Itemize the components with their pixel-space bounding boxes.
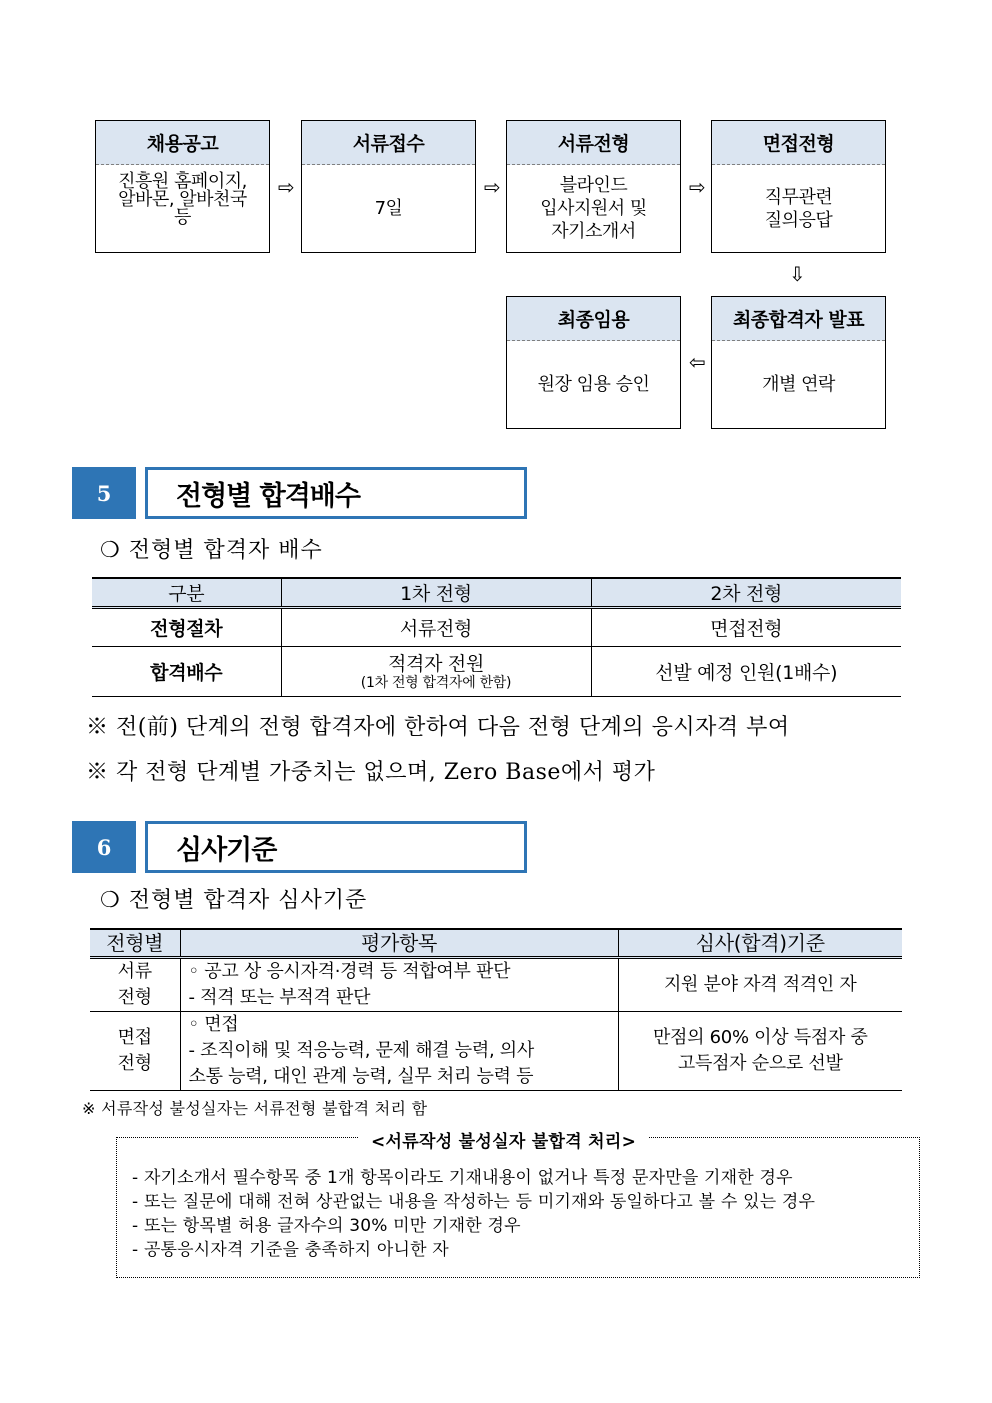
table-row-label: 전형절차 — [92, 608, 281, 647]
process-box-final-announcement — [711, 296, 886, 429]
process-box-title: 서류전형 — [507, 121, 680, 165]
table-cell: 면접전형 — [591, 608, 901, 647]
arrow-down-icon: ⇩ — [789, 262, 806, 286]
list-item: - 또는 항목별 허용 글자수의 30% 미만 기재한 경우 — [132, 1216, 521, 1236]
table-cell-main: 적격자 전원 — [387, 652, 484, 675]
list-item: - 또는 질문에 대해 전혀 상관없는 내용을 작성하는 등 미기재와 동일하다고 볼 수 있는 경우 — [132, 1192, 816, 1212]
arrow-right-icon: ⇨ — [484, 175, 501, 199]
process-box-title: 서류접수 — [302, 121, 475, 165]
table-header: 2차 전형 — [591, 578, 901, 608]
section-6-number: 6 — [72, 821, 136, 873]
section-5-title: 전형별 합격배수 — [145, 467, 527, 519]
process-box-title: 최종임용 — [507, 297, 680, 341]
section-5-note: ※ 각 전형 단계별 가중치는 없으며, Zero Base에서 평가 — [86, 760, 656, 785]
table-cell: ◦ 공고 상 응시자격·경력 등 적합여부 판단 - 적격 또는 부적격 판단 — [180, 958, 618, 1012]
list-item: - 자기소개서 필수항목 중 1개 항목이라도 기재내용이 없거나 특정 문자만을 기재한 경우 — [132, 1168, 793, 1188]
screening-criteria-table — [90, 928, 902, 1091]
table-header: 구분 — [92, 578, 281, 608]
table-header: 심사(합격)기준 — [618, 929, 902, 958]
arrow-right-icon: ⇨ — [278, 175, 295, 199]
table-cell: ◦ 면접 - 조직이해 및 적응능력, 문제 해결 능력, 의사 소통 능력, 대인 관계 능력, 실무 처리 능력 등 — [180, 1012, 618, 1091]
table-cell-sub: (1차 전형 합격자에 한함) — [360, 674, 512, 691]
process-box-interview — [711, 120, 886, 253]
process-box-body: 원장 임용 승인 — [537, 374, 650, 395]
process-box-body: 블라인드 입사지원서 및 자기소개서 — [540, 175, 647, 242]
process-box-body: 진흥원 홈페이지, 알바몬, 알바천국 등 — [118, 171, 247, 228]
process-box-title: 최종합격자 발표 — [712, 297, 885, 341]
table-cell: 지원 분야 자격 적격인 자 — [618, 958, 902, 1012]
table-row-label: 면접 전형 — [90, 1012, 180, 1091]
process-box-final-appointment — [506, 296, 681, 429]
process-box-recruitment-notice — [95, 120, 270, 253]
process-box-title: 채용공고 — [96, 121, 269, 165]
process-box-document-screening — [506, 120, 681, 253]
process-box-body: 개별 연락 — [762, 374, 835, 395]
process-box-body: 7일 — [374, 198, 403, 219]
list-item: - 공통응시자격 기준을 충족하지 아니한 자 — [132, 1240, 449, 1260]
pass-multiplier-table — [92, 577, 901, 697]
disqualification-list — [132, 1166, 815, 1262]
disqualification-box — [116, 1132, 920, 1278]
section-5-number: 5 — [72, 467, 136, 519]
process-box-body: 직무관련 질의응답 — [764, 186, 833, 231]
table-cell — [281, 647, 591, 697]
table-header: 평가항목 — [180, 929, 618, 958]
table-row-label: 합격배수 — [92, 647, 281, 697]
table-cell: 만점의 60% 이상 득점자 중 고득점자 순으로 선발 — [618, 1012, 902, 1091]
table-row-label: 서류 전형 — [90, 958, 180, 1012]
table-header: 전형별 — [90, 929, 180, 958]
table-header: 1차 전형 — [281, 578, 591, 608]
table-cell: 선발 예정 인원(1배수) — [591, 647, 901, 697]
process-box-title: 면접전형 — [712, 121, 885, 165]
section-6-bullet: ❍ 전형별 합격자 심사기준 — [100, 888, 368, 913]
disqualification-box-title: <서류작성 불성실자 불합격 처리> — [359, 1127, 648, 1152]
arrow-left-icon: ⇦ — [689, 350, 706, 374]
process-box-document-submission — [301, 120, 476, 253]
arrow-right-icon: ⇨ — [689, 175, 706, 199]
section-5-note: ※ 전(前) 단계의 전형 합격자에 한하여 다음 전형 단계의 응시자격 부여 — [86, 715, 790, 740]
section-5-bullet: ❍ 전형별 합격자 배수 — [100, 538, 323, 563]
section-6-title: 심사기준 — [145, 821, 527, 873]
table-cell: 서류전형 — [281, 608, 591, 647]
section-6-note: ※ 서류작성 불성실자는 서류전형 불합격 처리 함 — [82, 1099, 428, 1118]
